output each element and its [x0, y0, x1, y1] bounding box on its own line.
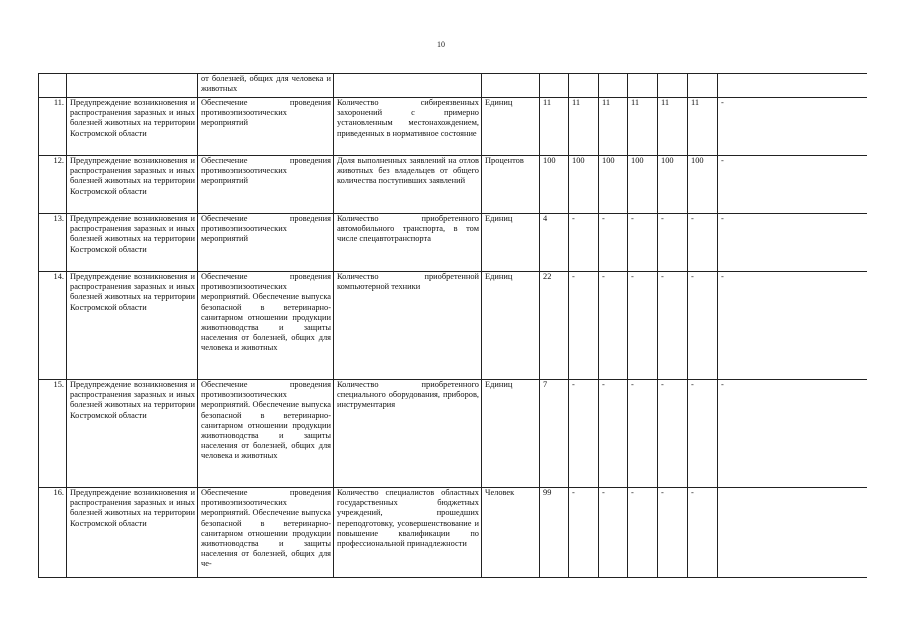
- cell-value: [569, 74, 599, 98]
- cell-event: [67, 74, 198, 98]
- event-cell: Предупреждение возникновения и распространения заразных и иных болезней животных на территории Костромской области: [67, 272, 198, 380]
- unit-cell: Единиц: [482, 214, 540, 272]
- cell-value: [688, 74, 718, 98]
- value-cell: 100: [658, 156, 688, 214]
- indicator-cell: Количество специалистов областных государственных бюджетных учреждений, прошедших переподготовку, усовершенствование и повышение квалификации по профессиональной принадлежности: [334, 488, 482, 578]
- unit-cell: Единиц: [482, 98, 540, 156]
- value-cell: -: [599, 380, 628, 488]
- event-cell: Предупреждение возникновения и распространения заразных и иных болезней животных на территории Костромской области: [67, 488, 198, 578]
- indicator-cell: Количество сибиреязвенных захоронений с примерно установленным местонахождением, приведенных в нормативное состояние: [334, 98, 482, 156]
- row-number: 13.: [39, 214, 67, 272]
- table-row: [39, 156, 867, 214]
- page-number: 10: [437, 40, 445, 49]
- row-number: 12.: [39, 156, 67, 214]
- measure-cell: Обеспечение проведения противоэпизоотических мероприятий: [198, 156, 334, 214]
- value-cell: -: [599, 488, 628, 578]
- value-cell: -: [658, 214, 688, 272]
- value-cell: -: [688, 488, 718, 578]
- indicator-cell: Количество приобретенной компьютерной техники: [334, 272, 482, 380]
- measure-cell: Обеспечение проведения противоэпизоотических мероприятий. Обеспечение выпуска безопасной в ветеринарно-санитарном отношении продукции животноводства и защиты населения от болезней, общих для человека и животных: [198, 380, 334, 488]
- cell-value: [658, 74, 688, 98]
- measure-cell: Обеспечение проведения противоэпизоотических мероприятий. Обеспечение выпуска безопасной в ветеринарно-санитарном отношении продукции животноводства и защиты населения от болезней, общих для че-: [198, 488, 334, 578]
- unit-cell: Человек: [482, 488, 540, 578]
- cell-num: [39, 74, 67, 98]
- cell-indicator: [334, 74, 482, 98]
- value-cell: 100: [569, 156, 599, 214]
- row-number: 16.: [39, 488, 67, 578]
- unit-cell: Единиц: [482, 380, 540, 488]
- value-cell: -: [628, 214, 658, 272]
- value-cell: 11: [599, 98, 628, 156]
- value-cell: -: [658, 272, 688, 380]
- value-cell: 11: [540, 98, 569, 156]
- measure-cell: Обеспечение проведения противоэпизоотических мероприятий. Обеспечение выпуска безопасной в ветеринарно-санитарном отношении продукции животноводства и защиты населения от болезней, общих для человека и животных: [198, 272, 334, 380]
- table-row: [39, 214, 867, 272]
- row-number: 14.: [39, 272, 67, 380]
- table-row: [39, 488, 867, 578]
- cell-measure: от болезней, общих для человека и животных: [198, 74, 334, 98]
- indicator-cell: Количество приобретенного специального оборудования, приборов, инструментария: [334, 380, 482, 488]
- value-cell: 100: [540, 156, 569, 214]
- value-cell: -: [688, 214, 718, 272]
- value-cell: -: [569, 214, 599, 272]
- value-cell: -: [688, 380, 718, 488]
- value-cell: -: [569, 272, 599, 380]
- tail-cell: -: [718, 214, 867, 272]
- value-cell: 22: [540, 272, 569, 380]
- table-row-continuation: [39, 74, 867, 98]
- value-cell: 11: [569, 98, 599, 156]
- tail-cell: [718, 488, 867, 578]
- value-cell: -: [628, 272, 658, 380]
- row-number: 15.: [39, 380, 67, 488]
- table-row: [39, 272, 867, 380]
- event-cell: Предупреждение возникновения и распространения заразных и иных болезней животных на территории Костромской области: [67, 156, 198, 214]
- value-cell: 11: [628, 98, 658, 156]
- value-cell: -: [688, 272, 718, 380]
- tail-cell: -: [718, 156, 867, 214]
- cell-tail: [718, 74, 867, 98]
- measure-cell: Обеспечение проведения противоэпизоотических мероприятий: [198, 214, 334, 272]
- tail-cell: -: [718, 272, 867, 380]
- indicator-cell: Доля выполненных заявлений на отлов животных без владельцев от общего количества поступивших заявлений: [334, 156, 482, 214]
- value-cell: -: [628, 488, 658, 578]
- event-cell: Предупреждение возникновения и распространения заразных и иных болезней животных на территории Костромской области: [67, 380, 198, 488]
- value-cell: -: [658, 488, 688, 578]
- event-cell: Предупреждение возникновения и распространения заразных и иных болезней животных на территории Костромской области: [67, 98, 198, 156]
- cell-value: [599, 74, 628, 98]
- tail-cell: -: [718, 98, 867, 156]
- value-cell: -: [628, 380, 658, 488]
- value-cell: 99: [540, 488, 569, 578]
- value-cell: 4: [540, 214, 569, 272]
- value-cell: -: [599, 214, 628, 272]
- value-cell: -: [658, 380, 688, 488]
- event-cell: Предупреждение возникновения и распространения заразных и иных болезней животных на территории Костромской области: [67, 214, 198, 272]
- value-cell: 7: [540, 380, 569, 488]
- table-row: [39, 98, 867, 156]
- row-number: 11.: [39, 98, 67, 156]
- unit-cell: Процентов: [482, 156, 540, 214]
- value-cell: 11: [658, 98, 688, 156]
- cell-value: [540, 74, 569, 98]
- indicators-table: [38, 73, 867, 578]
- indicator-cell: Количество приобретенного автомобильного транспорта, в том числе спецавтотранспорта: [334, 214, 482, 272]
- measure-cell: Обеспечение проведения противоэпизоотических мероприятий: [198, 98, 334, 156]
- value-cell: 100: [688, 156, 718, 214]
- cell-unit: [482, 74, 540, 98]
- value-cell: 100: [628, 156, 658, 214]
- value-cell: -: [569, 380, 599, 488]
- value-cell: -: [569, 488, 599, 578]
- value-cell: -: [599, 272, 628, 380]
- cell-value: [628, 74, 658, 98]
- value-cell: 100: [599, 156, 628, 214]
- unit-cell: Единиц: [482, 272, 540, 380]
- table-row: [39, 380, 867, 488]
- tail-cell: -: [718, 380, 867, 488]
- value-cell: 11: [688, 98, 718, 156]
